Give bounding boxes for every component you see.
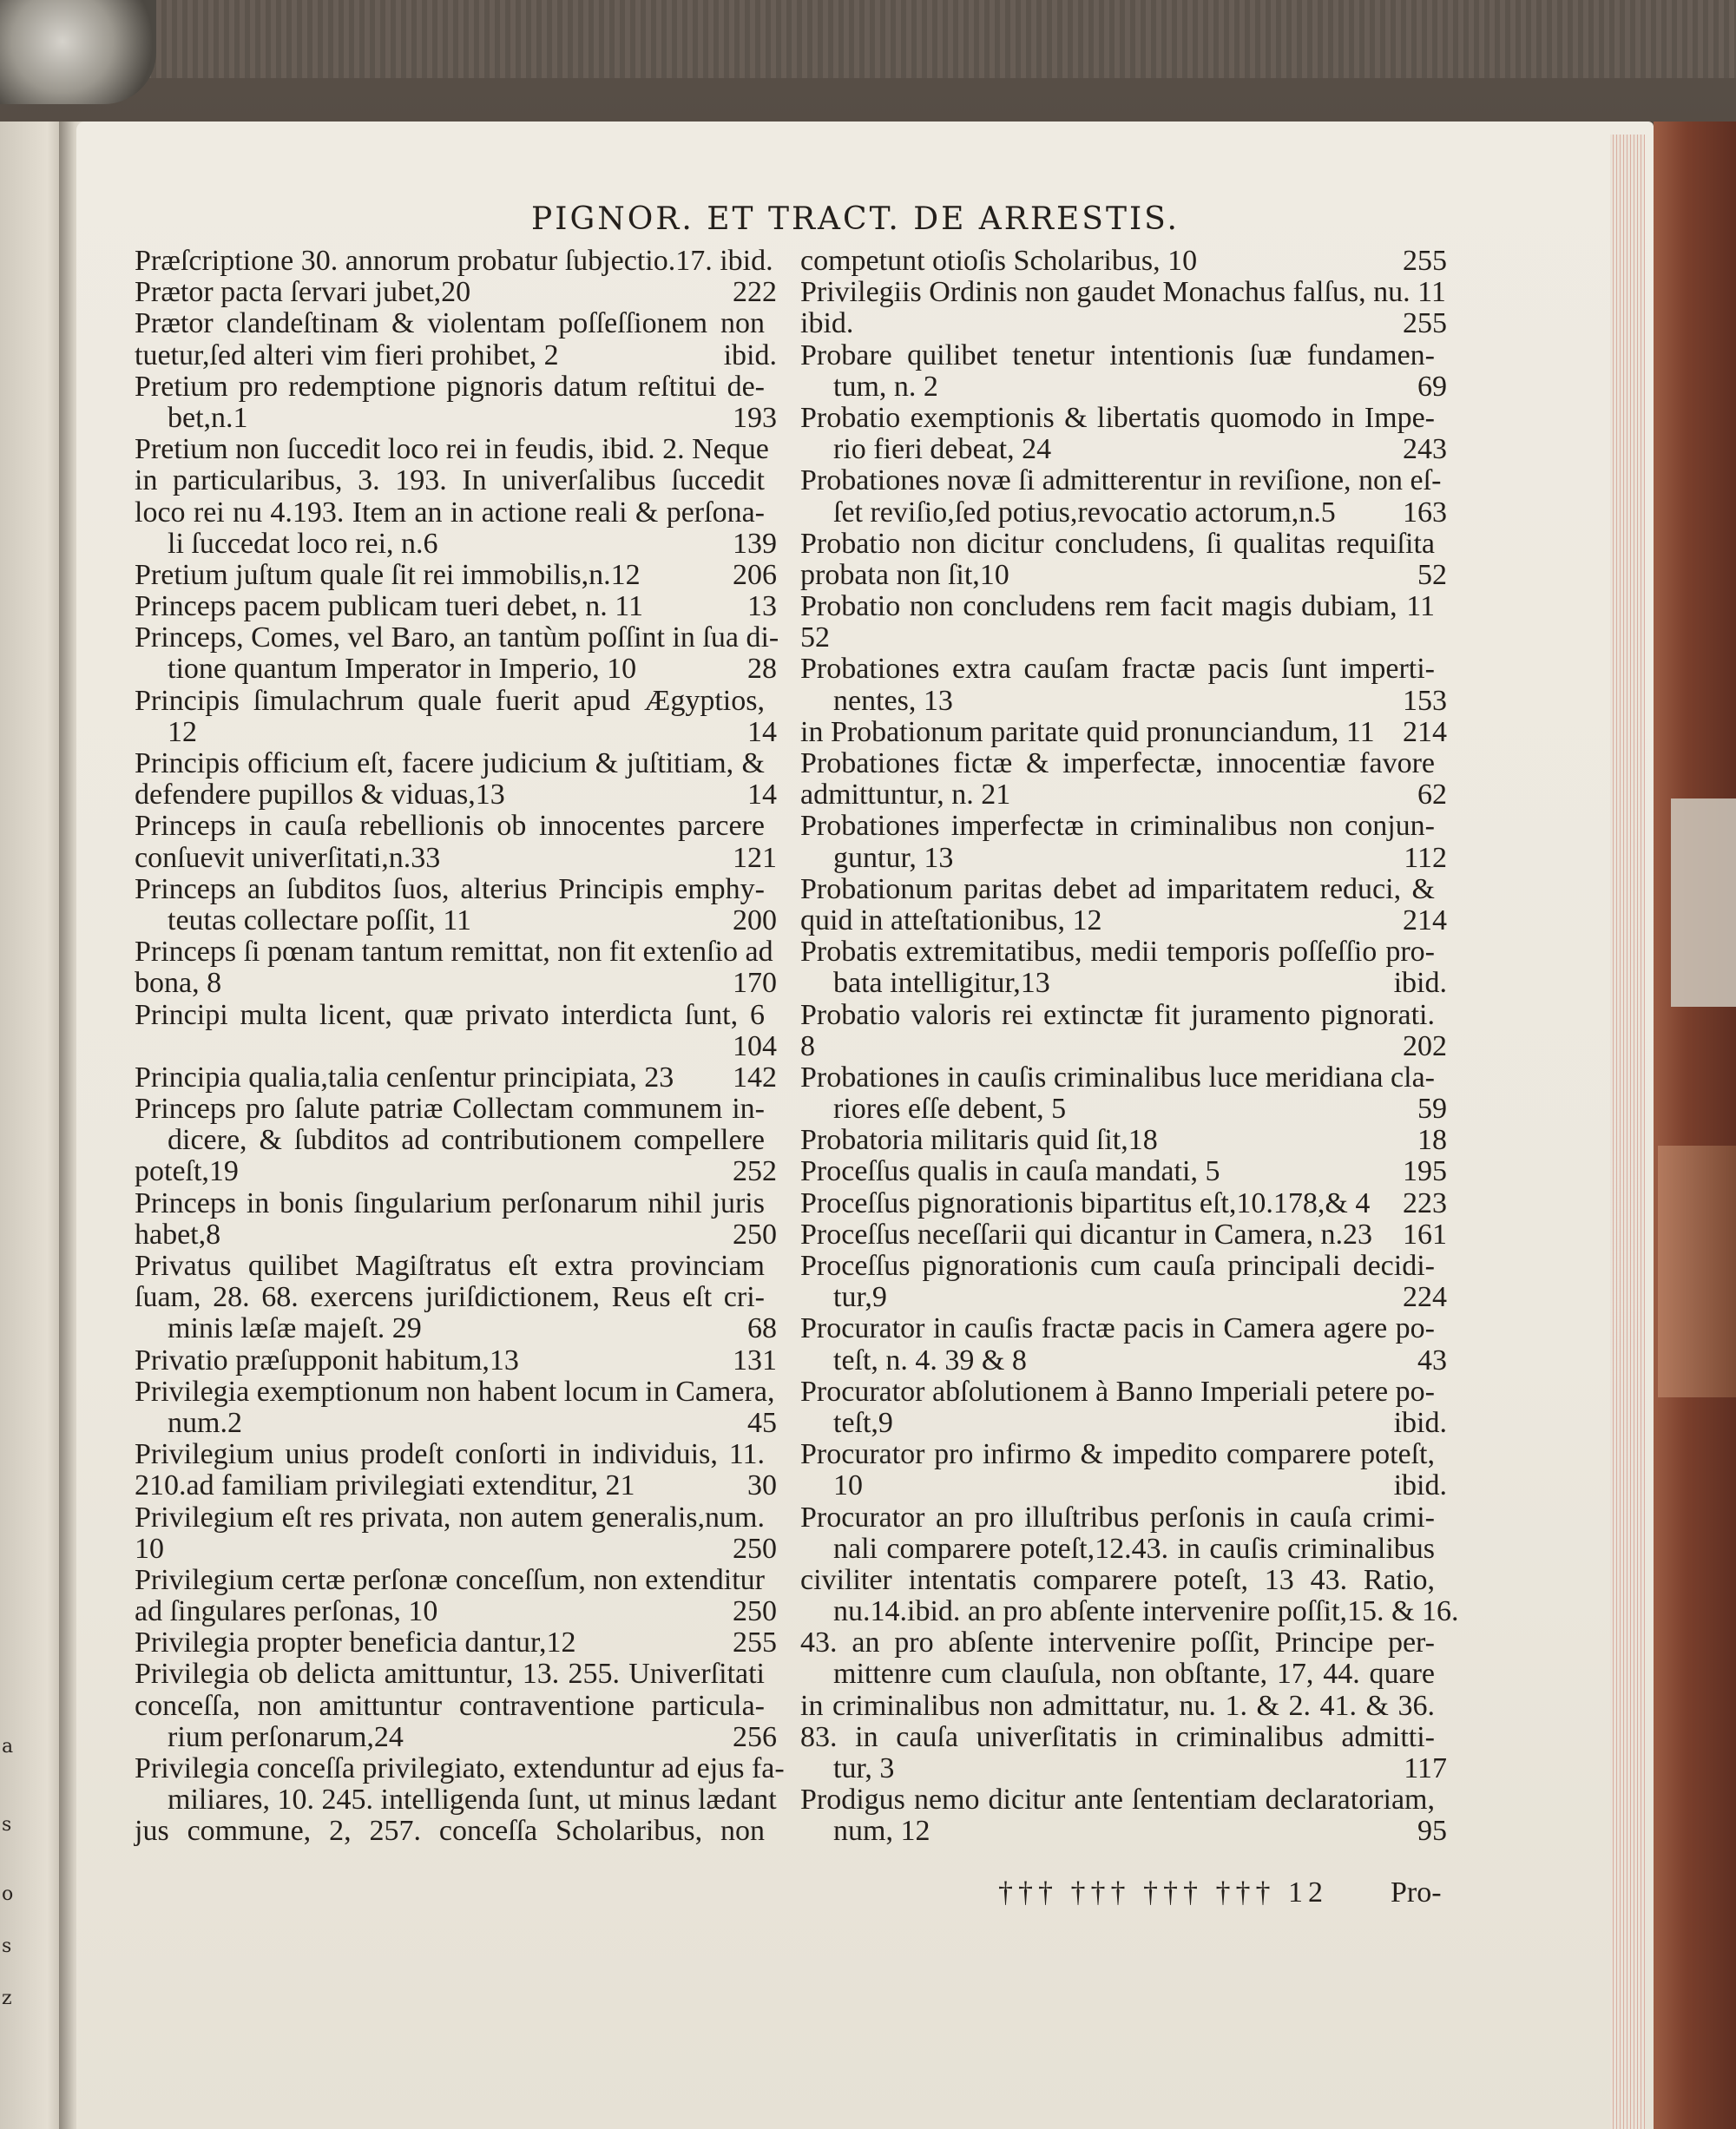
index-entry-text: Procurator pro infirmo & impedito comparere poteſt,: [800, 1438, 1435, 1471]
index-entry-page: 250: [733, 1595, 777, 1628]
index-entry: [135, 1062, 777, 1094]
index-entry-text: num.2: [168, 1406, 242, 1439]
index-entry-text: Probatis extremitatibus, medii temporis poſſeſſio pro-: [800, 936, 1435, 969]
index-entry: [800, 403, 1447, 434]
index-entry-text: guntur, 13: [833, 841, 954, 874]
index-entry-page: 121: [733, 841, 777, 874]
index-entry: [800, 1408, 1447, 1439]
index-entry-text: Privilegium unius prodeſt conſorti in individuis, 11.: [135, 1438, 765, 1471]
index-entry-text: Privilegia ob delicta amittuntur, 13. 255. Univerſitati: [135, 1658, 765, 1691]
index-entry: [800, 1753, 1447, 1784]
left-page-char: a: [2, 1736, 14, 1758]
index-entry-text: Probare quilibet tenetur intentionis ſuæ fundamen-: [800, 338, 1435, 371]
index-entry: [800, 1595, 1459, 1628]
index-entry-text: ibid.: [800, 307, 854, 340]
index-entry: [800, 1470, 1447, 1501]
cover-leather-patch: [1658, 1146, 1736, 1397]
index-entry-page: 52: [1417, 558, 1447, 591]
index-entry-text: Proceſſus pignorationis cum cauſa principali decidi-: [800, 1250, 1435, 1282]
index-entry-text: dicere, & ſubditos ad contributionem compellere: [168, 1124, 765, 1157]
index-entry-page: 142: [733, 1061, 777, 1094]
signature-mark: ††† ††† ††† ††† 12: [998, 1876, 1328, 1909]
index-entry: [135, 340, 777, 371]
index-entry: [800, 277, 1447, 308]
index-entry-text: loco rei nu 4.193. Item an in actione reali & perſona-: [135, 496, 765, 529]
index-entry: [135, 1125, 777, 1156]
index-entry-page: 131: [733, 1344, 777, 1377]
index-entry-text: civiliter intentatis comparere poteſt, 13 43. Ratio,: [800, 1563, 1435, 1596]
index-entry-text: Prodigus nemo dicitur ante ſententiam declaratoriam,: [800, 1784, 1435, 1817]
index-entry-text: 52: [800, 621, 830, 654]
index-entry-text: Probatio non dicitur concludens, ſi qualitas requiſita: [800, 527, 1435, 560]
index-entry-text: Probationum paritas debet ad imparitatem reduci, &: [800, 872, 1435, 905]
index-entry-text: Probationes extra cauſam fractæ pacis ſunt imperti-: [800, 653, 1435, 686]
metal-clasp: [0, 0, 156, 104]
index-column-left: [135, 245, 785, 1848]
index-entry-text: li ſuccedat loco rei, n.6: [168, 527, 438, 560]
index-entry-page: ibid.: [1393, 1406, 1447, 1439]
index-entry: [800, 1000, 1447, 1031]
index-entry: [800, 1439, 1447, 1470]
index-entry: [800, 529, 1447, 560]
index-entry-page: 62: [1417, 779, 1447, 812]
index-entry-text: num, 12: [833, 1815, 930, 1848]
index-entry: [800, 1377, 1447, 1408]
index-entry-text: probata non ſit,10: [800, 558, 1009, 591]
index-entry-text: Principia qualia,talia cenſentur principiata, 23: [135, 1061, 674, 1094]
index-entry-page: 14: [747, 715, 777, 748]
index-entry-text: Privilegia conceſſa privilegiato, extenduntur ad ejus fa-: [135, 1752, 785, 1784]
index-entry-text: Præſcriptione 30. annorum probatur ſubjectio.17. ibid.: [135, 245, 773, 277]
index-entry: [135, 1031, 777, 1062]
index-entry-text: Privilegia exemptionum non habent locum in Camera,: [135, 1375, 775, 1408]
left-page-char: s: [2, 1935, 12, 1957]
index-entry: [135, 1816, 777, 1847]
index-entry: [135, 1502, 777, 1534]
index-entry: [135, 1784, 777, 1816]
index-entry-text: Procurator abſolutionem à Banno Imperiali petere po-: [800, 1375, 1435, 1408]
index-entry-page: 206: [733, 558, 777, 591]
index-entry: [800, 1627, 1447, 1659]
index-entry: [800, 1031, 1447, 1062]
index-entry-text: Probationes in cauſis criminalibus luce meridiana cla-: [800, 1061, 1435, 1094]
left-page-char: z: [2, 1988, 12, 2009]
index-entry: [135, 1282, 777, 1313]
index-entry-text: Privatus quilibet Magiſtratus eſt extra provinciam: [135, 1250, 765, 1282]
left-page-edge: [0, 122, 68, 2129]
index-entry-page: 163: [1403, 496, 1447, 529]
index-entry: [800, 1565, 1447, 1596]
index-entry-page: 252: [733, 1155, 777, 1188]
index-entry-page: 161: [1403, 1218, 1447, 1251]
index-entry-page: 43: [1417, 1344, 1447, 1377]
index-entry-page: 243: [1403, 433, 1447, 466]
index-entry: [800, 1345, 1447, 1377]
index-entry: [800, 748, 1447, 779]
catchword: Pro-: [1391, 1876, 1442, 1909]
index-entry: [800, 779, 1447, 811]
index-entry-text: Principis ſimulachrum quale fuerit apud Ægyptios,: [135, 684, 765, 717]
index-entry-text: Princeps pro ſalute patriæ Collectam communem in-: [135, 1093, 765, 1126]
index-entry: [135, 905, 777, 936]
index-entry-text: ſuam, 28. 68. exercens juriſdictionem, Reus eſt cri-: [135, 1281, 765, 1314]
index-entry: [135, 1534, 777, 1565]
index-entry-page: 14: [747, 779, 777, 812]
cover-label-patch: [1671, 798, 1736, 1007]
index-entry: [800, 1784, 1447, 1816]
index-entry-text: tur, 3: [833, 1752, 895, 1784]
index-entry-text: Princeps pacem publicam tueri debet, n. 11: [135, 590, 644, 623]
index-entry: [135, 529, 777, 560]
index-entry: [800, 1659, 1447, 1690]
index-entry-text: rio fieri debeat, 24: [833, 433, 1052, 466]
index-entry-text: Privilegiis Ordinis non gaudet Monachus falſus, nu. 11: [800, 276, 1446, 309]
index-entry: [800, 1062, 1447, 1094]
index-entry-text: Proceſſus pignorationis bipartitus eſt,10.178,& 4: [800, 1186, 1371, 1219]
index-entry-page: 170: [733, 967, 777, 1000]
index-entry: [135, 246, 777, 277]
index-entry-text: ad ſingulares perſonas, 10: [135, 1595, 438, 1628]
index-entry-text: Princeps in bonis ſingularium perſonarum nihil juris: [135, 1186, 765, 1219]
index-entry-page: 250: [733, 1532, 777, 1565]
index-entry-page: ibid.: [1393, 967, 1447, 1000]
index-entry-text: teſt, n. 4. 39 & 8: [833, 1344, 1027, 1377]
index-entry: [800, 874, 1447, 905]
index-entry: [135, 308, 777, 339]
index-column-right: [800, 245, 1459, 1848]
index-entry-text: in particularibus, 3. 193. In univerſalibus ſuccedit: [135, 464, 765, 497]
index-entry: [800, 1313, 1447, 1344]
index-entry-text: Probatio valoris rei extinctæ fit juramento pignorati.: [800, 998, 1435, 1031]
index-entry: [135, 277, 777, 308]
index-entry: [135, 748, 777, 779]
index-entry-text: tione quantum Imperator in Imperio, 10: [168, 653, 637, 686]
index-entry-page: 255: [733, 1626, 777, 1659]
running-title: PIGNOR. ET TRACT. DE ARRESTIS.: [531, 201, 1180, 237]
index-entry-text: Pretium juſtum quale ſit rei immobilis,n.12: [135, 558, 641, 591]
index-entry: [800, 843, 1447, 874]
index-entry-text: Probationes fictæ & imperfectæ, innocentiæ favore: [800, 747, 1435, 779]
index-entry: [800, 686, 1447, 717]
index-entry-page: 193: [733, 401, 777, 434]
index-entry: [135, 936, 777, 968]
index-entry-page: 256: [733, 1720, 777, 1753]
index-entry: [135, 371, 777, 403]
index-entry: [800, 968, 1447, 999]
index-entry: [135, 874, 777, 905]
page-footer: [998, 1876, 1450, 1913]
index-entry: [800, 654, 1447, 685]
index-entry-text: Pretium non ſuccedit loco rei in feudis, ibid. 2. Neque: [135, 433, 769, 466]
index-entry-text: Proceſſus neceſſarii qui dicantur in Camera, n.23: [800, 1218, 1373, 1251]
index-entry-text: jus commune, 2, 257. conceſſa Scholaribus, non: [135, 1815, 765, 1848]
index-entry: [135, 1752, 785, 1784]
index-entry: [800, 1282, 1447, 1313]
index-entry: [800, 465, 1447, 496]
index-entry-text: Prætor clandeſtinam & violentam poſſeſſionem non: [135, 307, 765, 340]
index-entry: [800, 371, 1447, 403]
index-entry-text: Princeps ſi pœnam tantum remittat, non fit extenſio ad: [135, 936, 773, 969]
index-entry: [135, 1439, 777, 1470]
index-entry-page: 223: [1403, 1186, 1447, 1219]
index-entry-text: bata intelligitur,13: [833, 967, 1050, 1000]
index-entry: [135, 434, 777, 465]
index-entry: [135, 686, 777, 717]
index-entry: [135, 654, 777, 685]
index-entry: [800, 1816, 1447, 1847]
index-entry-page: 117: [1404, 1752, 1447, 1784]
index-entry-text: Probatio non concludens rem facit magis dubiam, 11: [800, 590, 1435, 623]
index-entry-text: Pretium pro redemptione pignoris datum reſtitui de-: [135, 370, 765, 403]
index-entry-page: 68: [747, 1312, 777, 1345]
index-entry-text: miliares, 10. 245. intelligenda ſunt, ut minus lædant: [168, 1784, 777, 1817]
index-entry-page: 250: [733, 1218, 777, 1251]
index-entry-page: 255: [1403, 307, 1447, 340]
index-entry-text: tum, n. 2: [833, 370, 938, 403]
index-entry-text: teſt,9: [833, 1406, 893, 1439]
index-entry: [800, 246, 1447, 277]
index-entry: [135, 465, 777, 496]
index-entry-text: Princeps an ſubditos ſuos, alterius Principis emphy-: [135, 872, 765, 905]
index-entry-page: 59: [1417, 1093, 1447, 1126]
index-entry-page: 195: [1403, 1155, 1447, 1188]
index-entry: [800, 936, 1447, 968]
index-entry: [800, 497, 1447, 529]
index-entry-page: 214: [1403, 715, 1447, 748]
index-entry-page: 200: [733, 904, 777, 936]
index-entry-page: 224: [1403, 1281, 1447, 1314]
index-entry: [800, 1125, 1447, 1156]
index-entry-text: competunt otioſis Scholaribus, 10: [800, 245, 1198, 277]
index-entry-text: Privatio præſupponit habitum,13: [135, 1344, 519, 1377]
index-entry: [800, 905, 1447, 936]
index-entry: [135, 1565, 777, 1596]
index-entry-page: 30: [747, 1469, 777, 1502]
index-entry-text: Probationes imperfectæ in criminalibus non conjun-: [800, 810, 1435, 843]
index-entry: [800, 1251, 1447, 1282]
index-entry-text: Procurator in cauſis fractæ pacis in Camera agere po-: [800, 1312, 1435, 1345]
left-page-char: o: [2, 1883, 14, 1905]
index-entry: [800, 340, 1447, 371]
index-entry-text: nu.14.ibid. an pro abſente intervenire poſſit,15. & 16.: [833, 1595, 1459, 1628]
index-entry: [135, 1313, 777, 1344]
index-entry-text: 10: [833, 1469, 863, 1502]
index-entry: [135, 591, 777, 622]
index-entry: [135, 1470, 777, 1501]
index-entry-text: Principi multa licent, quæ privato interdicta ſunt, 6: [135, 998, 765, 1031]
index-entry: [135, 1345, 777, 1377]
index-entry-page: 13: [747, 590, 777, 623]
index-entry: [135, 1156, 777, 1187]
index-entry-text: nentes, 13: [833, 684, 953, 717]
index-entry-text: tuetur,ſed alteri vim fieri prohibet, 2: [135, 338, 559, 371]
index-entry-text: in criminalibus non admittatur, nu. 1. & 2. 41. & 36.: [800, 1689, 1435, 1722]
index-entry: [800, 1691, 1447, 1722]
left-page-char: s: [2, 1814, 12, 1836]
index-entry: [135, 1659, 777, 1690]
index-entry: [135, 1691, 777, 1722]
index-entry: [135, 1627, 777, 1659]
index-entry-text: habet,8: [135, 1218, 221, 1251]
index-entry: [800, 560, 1447, 591]
index-entry-text: Prætor pacta ſervari jubet,20: [135, 276, 471, 309]
index-entry-page: 214: [1403, 904, 1447, 936]
index-entry-text: Probatio exemptionis & libertatis quomodo in Impe-: [800, 401, 1435, 434]
index-entry-text: 210.ad familiam privilegiati extenditur, 21: [135, 1469, 635, 1502]
index-entry-text: 8: [800, 1029, 815, 1062]
index-entry: [800, 622, 1447, 654]
index-entry-text: Principis officium eſt, facere judicium & juſtitiam, &: [135, 747, 765, 779]
index-entry-page: 255: [1403, 245, 1447, 277]
index-entry-text: poteſt,19: [135, 1155, 239, 1188]
index-entry: [800, 591, 1447, 622]
index-entry: [135, 622, 777, 654]
index-entry-text: rium perſonarum,24: [168, 1720, 404, 1753]
index-entry-text: mittenre cum clauſula, non obſtante, 17, 44. quare: [833, 1658, 1435, 1691]
index-entry-text: ſet reviſio,ſed potius,revocatio actorum,n.5: [833, 496, 1336, 529]
index-entry-text: defendere pupillos & viduas,13: [135, 779, 505, 812]
index-entry-page: 202: [1403, 1029, 1447, 1062]
index-entry-text: quid in atteſtationibus, 12: [800, 904, 1102, 936]
index-entry: [135, 1722, 777, 1753]
index-entry-text: in Probationum paritate quid pronunciandum, 11: [800, 715, 1375, 748]
page-edges: [1610, 135, 1645, 2129]
index-entry-text: bona, 8: [135, 967, 222, 1000]
index-entry-text: Privilegia propter beneficia dantur,12: [135, 1626, 576, 1659]
index-entry-page: 18: [1417, 1124, 1447, 1157]
index-entry-text: teutas collectare poſſit, 11: [168, 904, 471, 936]
index-entry-page: ibid.: [723, 338, 777, 371]
index-entry: [135, 560, 777, 591]
index-entry: [800, 1094, 1447, 1125]
index-entry-page: 112: [1404, 841, 1447, 874]
index-entry-text: 43. an pro abſente intervenire poſſit, Principe per-: [800, 1626, 1435, 1659]
index-entry-page: 139: [733, 527, 777, 560]
index-entry: [800, 1156, 1447, 1187]
index-entry-text: 83. in cauſa univerſitatis in criminalibus admitti-: [800, 1720, 1435, 1753]
book-cover-edge: [1654, 122, 1736, 2129]
index-entry-text: admittuntur, n. 21: [800, 779, 1011, 812]
index-entry: [800, 1219, 1447, 1251]
index-entry-text: 12: [168, 715, 197, 748]
index-entry: [135, 1596, 777, 1627]
index-entry-text: Privilegium eſt res privata, non autem generalis,num.: [135, 1501, 765, 1534]
index-entry: [800, 434, 1447, 465]
index-entry: [135, 1188, 777, 1219]
index-entry: [135, 717, 777, 748]
index-entry-text: tur,9: [833, 1281, 887, 1314]
index-entry: [800, 717, 1447, 748]
index-entry-text: Proceſſus qualis in cauſa mandati, 5: [800, 1155, 1220, 1188]
index-entry-page: 153: [1403, 684, 1447, 717]
index-entry-text: bet,n.1: [168, 401, 248, 434]
index-entry-text: Procurator an pro illuſtribus perſonis in cauſa crimi-: [800, 1501, 1435, 1534]
index-entry-text: Probatoria militaris quid ſit,18: [800, 1124, 1158, 1157]
index-entry: [135, 1094, 777, 1125]
index-entry: [800, 1534, 1447, 1565]
index-entry-text: Princeps in cauſa rebellionis ob innocentes parcere: [135, 810, 765, 843]
index-entry-text: Privilegium certæ perſonæ conceſſum, non extenditur: [135, 1563, 765, 1596]
index-entry-page: ibid.: [1393, 1469, 1447, 1502]
index-entry-page: 28: [747, 653, 777, 686]
index-entry: [800, 308, 1447, 339]
index-entry-page: 222: [733, 276, 777, 309]
index-entry-text: Princeps, Comes, vel Baro, an tantùm poſſint in ſua di-: [135, 621, 779, 654]
index-entry-text: Probationes novæ ſi admitterentur in reviſione, non eſ-: [800, 464, 1442, 497]
index-entry: [800, 1188, 1447, 1219]
index-entry: [135, 968, 777, 999]
index-entry: [135, 1000, 777, 1031]
index-entry-text: riores eſſe debent, 5: [833, 1093, 1067, 1126]
index-entry: [800, 1722, 1447, 1753]
index-entry-text: 10: [135, 1532, 164, 1565]
binding-cloth: [0, 0, 1736, 78]
index-entry-page: 69: [1417, 370, 1447, 403]
index-entry: [135, 843, 777, 874]
index-entry-page: 104: [733, 1029, 777, 1062]
index-entry: [135, 403, 777, 434]
index-entry: [135, 1251, 777, 1282]
index-entry-text: nali comparere poteſt,12.43. in cauſis criminalibus: [833, 1532, 1435, 1565]
index-entry-text: conceſſa, non amittuntur contraventione particula-: [135, 1689, 765, 1722]
index-entry: [135, 497, 777, 529]
index-entry: [135, 1377, 777, 1408]
index-entry: [135, 779, 777, 811]
index-entry: [135, 1219, 777, 1251]
index-entry-page: 45: [747, 1406, 777, 1439]
index-entry-page: 95: [1417, 1815, 1447, 1848]
index-entry: [135, 1408, 777, 1439]
index-entry: [800, 811, 1447, 842]
index-entry: [135, 811, 777, 842]
index-entry-text: minis læſæ majeſt. 29: [168, 1312, 422, 1345]
index-entry-text: conſuevit univerſitati,n.33: [135, 841, 441, 874]
index-entry: [800, 1502, 1447, 1534]
